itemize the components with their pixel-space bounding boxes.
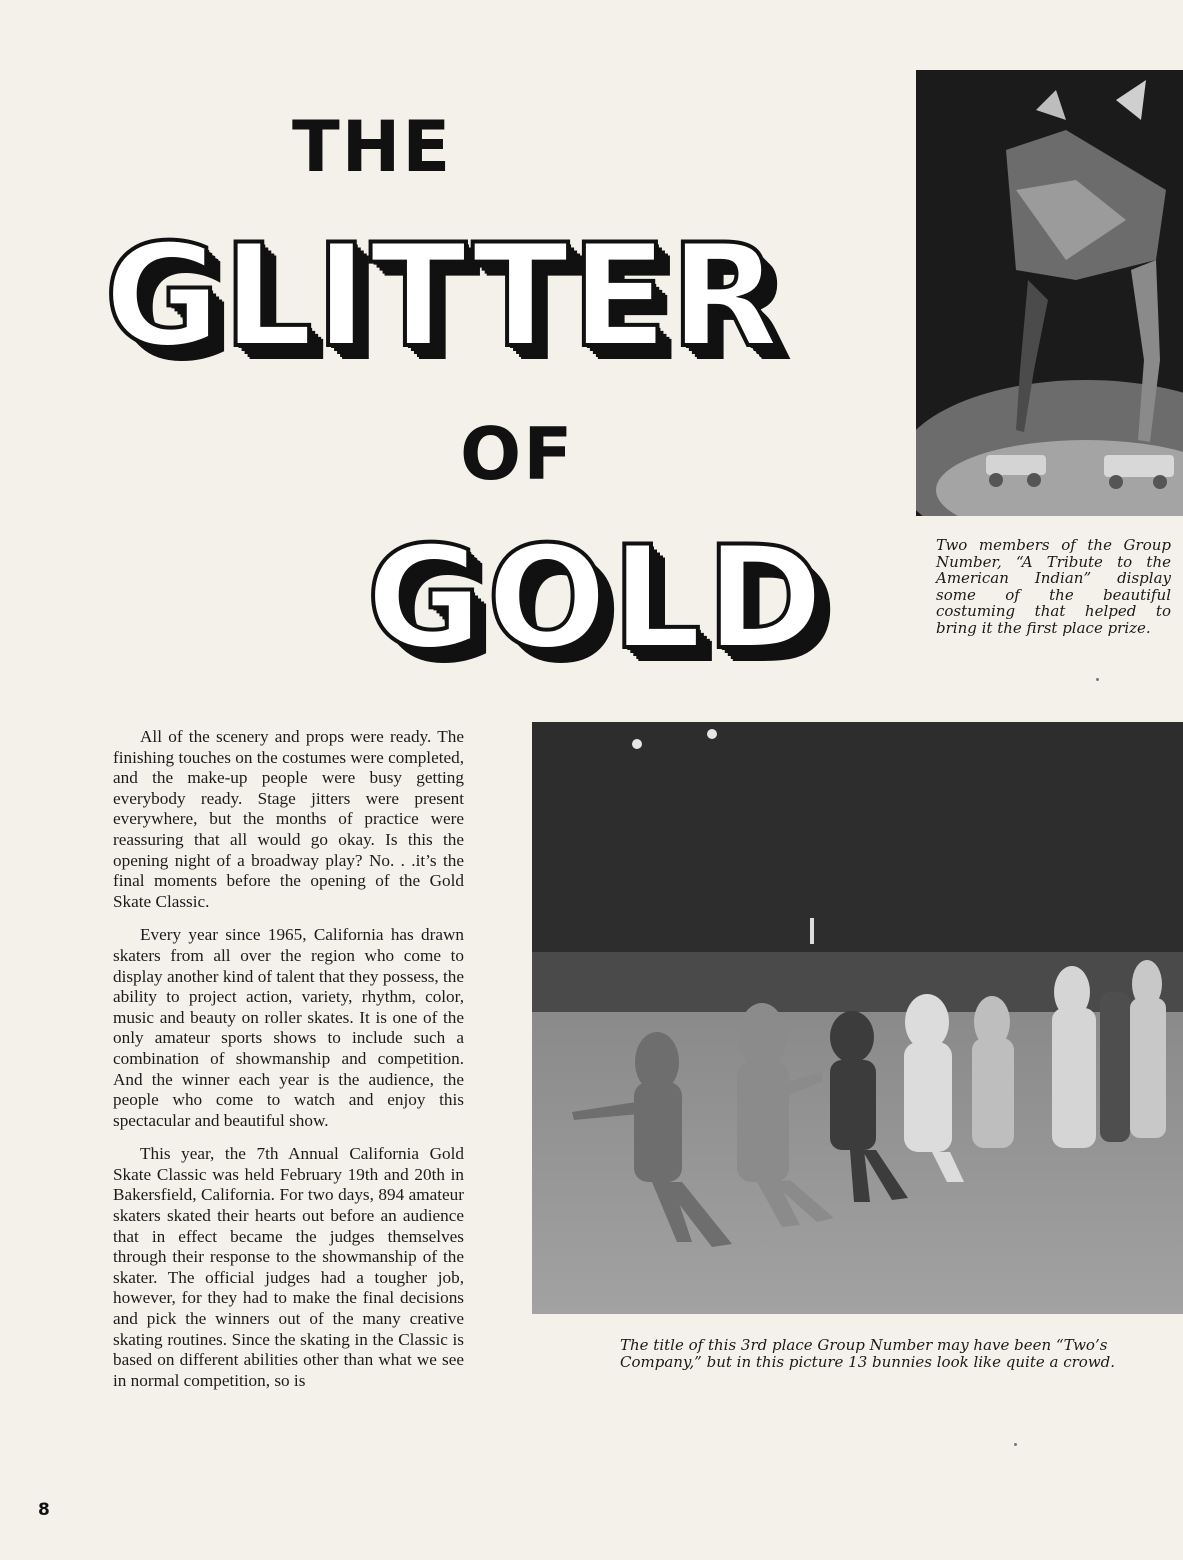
photo-indian-tribute-skaters — [916, 70, 1183, 516]
print-speck — [1014, 1443, 1017, 1446]
caption-top-photo: Two members of the Group Number, “A Tribute to the American Indian” display some of the beautiful costuming that helped to bring it the first place prize. — [936, 536, 1171, 637]
caption-bottom-photo: The title of this 3rd place Group Number may have been “Two’s Company,” but in this picture 13 bunnies look like quite a crowd. — [620, 1336, 1116, 1371]
article-body — [113, 727, 464, 1404]
page-number: 8 — [38, 1500, 50, 1520]
photo-indian-tribute-illustration — [916, 70, 1183, 516]
headline-glitter: GLITTER — [104, 214, 782, 379]
headline-the: THE — [292, 106, 453, 188]
headline-of: OF — [460, 412, 575, 496]
photo-bunnies-group-number — [532, 722, 1183, 1314]
article-paragraph: All of the scenery and props were ready. The finishing touches on the costumes were completed, and the make-up people were busy getting everybody ready. Stage jitters were present everywhere, but the months of practice were reassuring that all would go okay. Is this the opening night of a broadway play? No. . .it’s the final moments before the opening of the Gold Skate Classic. — [113, 727, 464, 911]
headline-gold: GOLD — [366, 516, 828, 681]
article-paragraph: Every year since 1965, California has drawn skaters from all over the region who come to display another kind of talent that they possess, the ability to project action, variety, rhythm, color, music and beauty on roller skates. It is one of the only amateur sports shows to include such a combination of showmanship and competition. And the winner each year is the audience, the people who come to watch and enjoy this spectacular and beautiful show. — [113, 925, 464, 1130]
print-speck — [1096, 678, 1099, 681]
photo-bunnies-illustration — [532, 722, 1183, 1314]
article-paragraph: This year, the 7th Annual California Gold Skate Classic was held February 19th and 20th in Bakersfield, California. For two days, 894 amateur skaters skated their hearts out before an audience that in effect became the judges themselves through their response to the showmanship of the skater. The official judges had a tougher job, however, for they had to make the final decisions and pick the winners out of the many creative skating routines. Since the skating in the Classic is based on different abilities other than what we see in normal competition, so is — [113, 1144, 464, 1390]
